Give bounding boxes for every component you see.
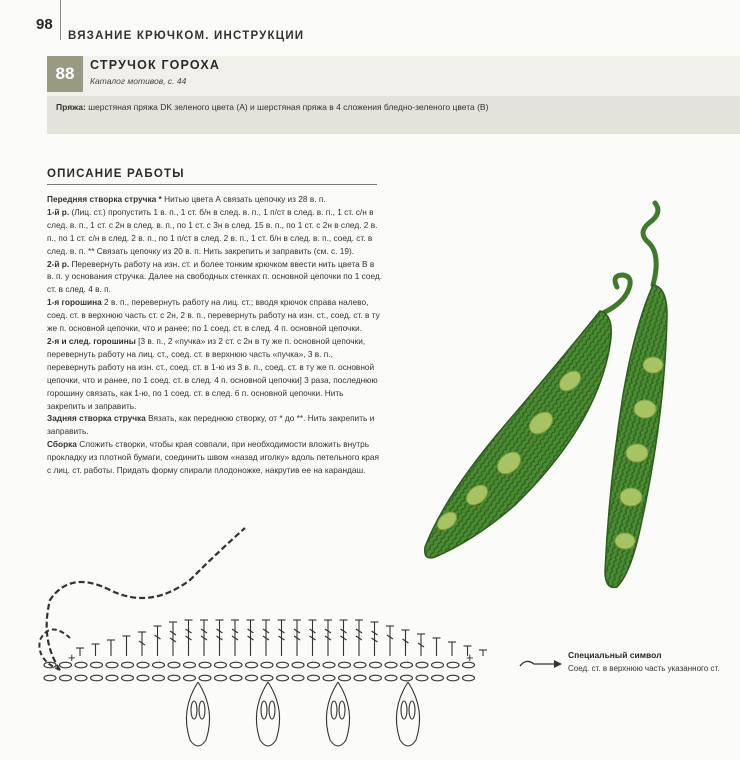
pattern-title: СТРУЧОК ГОРОХА [90,58,221,72]
instruction-paragraph [47,335,383,412]
chain-stitch [230,662,242,668]
chain-stitch [75,675,87,681]
chain-stitch [246,662,258,668]
instruction-text: (Лиц. ст.) пропустить 1 в. п., 1 ст. б/н в след. в. п., 1 п/ст в след. в. п., 1 ст. с/н в след. в. п., 1 ст. с 2н в след. в. п., по 1 ст. с 3н в след. 15 в. п., по 1 ст. с 2н в след. 2 в. п., по 1 ст. с/н в след. 2 в. п., по 1 п/ст в след. 2 в. п., 1 ст. б/н в след. в. п., соед. ст. в след. в. п. ** Связать цепочку из 20 в. п. Нить закрепить и заправить (см. с. 19). [47,206,378,256]
stitch-symbol [448,642,456,656]
pea-loops [186,682,419,746]
header-divider [60,0,61,40]
instruction-text: Перевернуть работу на изн. ст. и более тонким крючком ввести нить цвета В в в. п. у основания стручка. Далее на свободных стенках п. основной цепочки по 1 соед. ст. в след. 4 в. п. [47,258,383,295]
chain-stitch [416,675,428,681]
special-symbol-title: Специальный символ [568,650,662,660]
instruction-term: 2-й р. [47,258,70,269]
chain-stitch [385,675,397,681]
stitch-symbol [107,640,115,656]
chain-stitch [447,675,459,681]
stitch-symbol [293,620,301,656]
chain-stitch [401,662,413,668]
catalog-reference: Каталог мотивов, с. 44 [90,76,187,86]
chain-stitch [60,675,72,681]
slip-stitch-arrow-icon [518,656,562,672]
instruction-paragraph [47,193,383,206]
instruction-text: 2 в. п., перевернуть работу на лиц. ст.; вводя крючок справа налево, соед. ст. в верхнюю часть ст. с 2н, 2 в. п., перевернуть работу на изн. ст., соед. ст. в ту же п. основной цепочки, что и ранее; по 1 соед. ст. в след. 4 п. основной цепочки. [47,297,380,334]
chain-stitch [323,662,335,668]
chain-stitch [261,662,273,668]
instruction-paragraph [47,438,383,477]
section-title: ОПИСАНИЕ РАБОТЫ [47,168,185,180]
stitch-symbol [200,620,208,656]
instruction-paragraph [47,412,383,438]
instruction-text: Нитью цвета А связать цепочку из 28 в. п. [161,194,326,204]
stitch-symbol [138,632,146,656]
stitch-symbol [231,620,239,656]
running-header: ВЯЗАНИЕ КРЮЧКОМ. ИНСТРУКЦИИ [68,30,305,42]
stitch-symbol [92,644,100,656]
chain-stitch [246,675,258,681]
instruction-term: 1-й р. [47,206,70,217]
yarn-info [56,102,488,112]
stitch-symbol [417,634,425,656]
foundation-chain [44,662,475,681]
chain-stitch [153,662,165,668]
chain-stitch [354,662,366,668]
stitch-symbol [402,630,410,656]
chain-stitch [122,675,134,681]
stitch-symbol [433,638,441,656]
stitch-symbol [76,648,84,656]
chain-stitch [277,662,289,668]
chain-stitch [106,675,118,681]
instruction-text: Вязать, как переднюю створку, от * до **. Нить закрепить и заправить. [47,413,375,437]
stitch-symbol [262,620,270,656]
chain-stitch [370,675,382,681]
instruction-term: Сборка [47,439,77,450]
chain-stitch [385,662,397,668]
special-symbol-description: Соед. ст. в верхнюю часть указанного ст. [568,664,720,673]
pea-loop [256,682,279,746]
chain-stitch [432,662,444,668]
chain-stitch [432,675,444,681]
chain-stitch [370,662,382,668]
stitch-symbol [185,620,193,656]
section-divider [47,184,377,185]
pea-loop [326,682,349,746]
instruction-term: Задняя створка стручка [47,413,146,424]
chain-stitch [308,662,320,668]
chain-stitch [354,675,366,681]
stitch-symbol [324,620,332,656]
instruction-term: Передняя створка стручка * [47,194,162,204]
instruction-text: [3 в. п., 2 «пучка» из 2 ст. с 2н в ту же п. основной цепочки, перевернуть работу на лиц. ст., соед. ст. в верхнюю часть «пучка», 3 в. п., перевернуть работу на изн. ст., соед. ст. в 1-ю из 3 в. п., соед. ст. в ту же п. основной цепочки, что и ранее, по 1 соед. ст. в след. 4 п. основной цепочки] 3 раза, последнюю горошину связать, как 1-ю, по 1 соед. ст. в след. 6 п. основной цепочки. Нить закрепить и заправить. [47,335,378,411]
pea-loop [396,682,419,746]
stitch-symbol [247,620,255,656]
stitch-symbol [479,650,487,656]
chain-stitch [277,675,289,681]
instruction-paragraph [47,258,383,297]
instruction-paragraph [47,206,383,258]
chain-stitch [153,675,165,681]
chain-stitch [447,662,459,668]
plus-symbol: + [68,650,76,665]
instruction-term: 1-я горошина [47,297,102,308]
chain-stitch [230,675,242,681]
chain-stitch [292,675,304,681]
chain-stitch [106,662,118,668]
left-pod-tendril [603,275,630,313]
chain-stitch [168,662,180,668]
stitch-row [68,620,487,665]
stitch-symbol [169,622,177,656]
instruction-text: Сложить створки, чтобы края совпали, при необходимости вложить внутрь прокладку из плотной бумаги, соединить швом «назад иголку» вдоль петельного края с лиц. ст. работы. Придать форму спирали плодоножке, накрутив ее на карандаш. [47,439,380,476]
chain-stitch [91,662,103,668]
chain-stitch [137,675,149,681]
chain-stitch [463,675,475,681]
chain-stitch [137,662,149,668]
chain-stitch [199,662,211,668]
chain-stitch [339,675,351,681]
chain-stitch [122,662,134,668]
stitch-symbol [309,620,317,656]
right-pea-pod [605,285,667,587]
chain-stitch [401,675,413,681]
stitch-symbol [386,626,394,656]
chain-stitch [184,675,196,681]
chain-stitch [91,675,103,681]
stem-chain [47,528,245,670]
chain-stitch [292,662,304,668]
stitch-symbol [278,620,286,656]
pattern-number-badge: 88 [47,56,83,92]
crochet-chart [30,520,500,755]
chain-stitch [261,675,273,681]
yarn-text: шерстяная пряжа DK зеленого цвета (А) и шерстяная пряжа в 4 сложения бледно-зеленого цвета (В) [85,102,489,112]
instructions [47,193,383,477]
chain-stitch [339,662,351,668]
yarn-label: Пряжа: [56,102,86,112]
stitch-symbol [355,620,363,656]
stitch-symbol [371,622,379,656]
stitch-symbol [123,636,131,656]
stitch-symbol [216,620,224,656]
chain-stitch [323,675,335,681]
chain-stitch [75,662,87,668]
pea-loop [186,682,209,746]
instruction-term: 2-я и след. горошины [47,335,136,346]
chain-stitch [215,675,227,681]
chain-stitch [168,675,180,681]
plus-symbol: + [466,650,474,665]
page-number: 98 [36,16,53,33]
chain-stitch [215,662,227,668]
stitch-symbol [154,626,162,656]
right-pod-tendril [643,203,658,285]
chain-stitch [308,675,320,681]
chain-stitch [416,662,428,668]
chain-stitch [184,662,196,668]
stitch-symbol [340,620,348,656]
chain-stitch [44,675,56,681]
instruction-paragraph [47,296,383,335]
chain-stitch [199,675,211,681]
